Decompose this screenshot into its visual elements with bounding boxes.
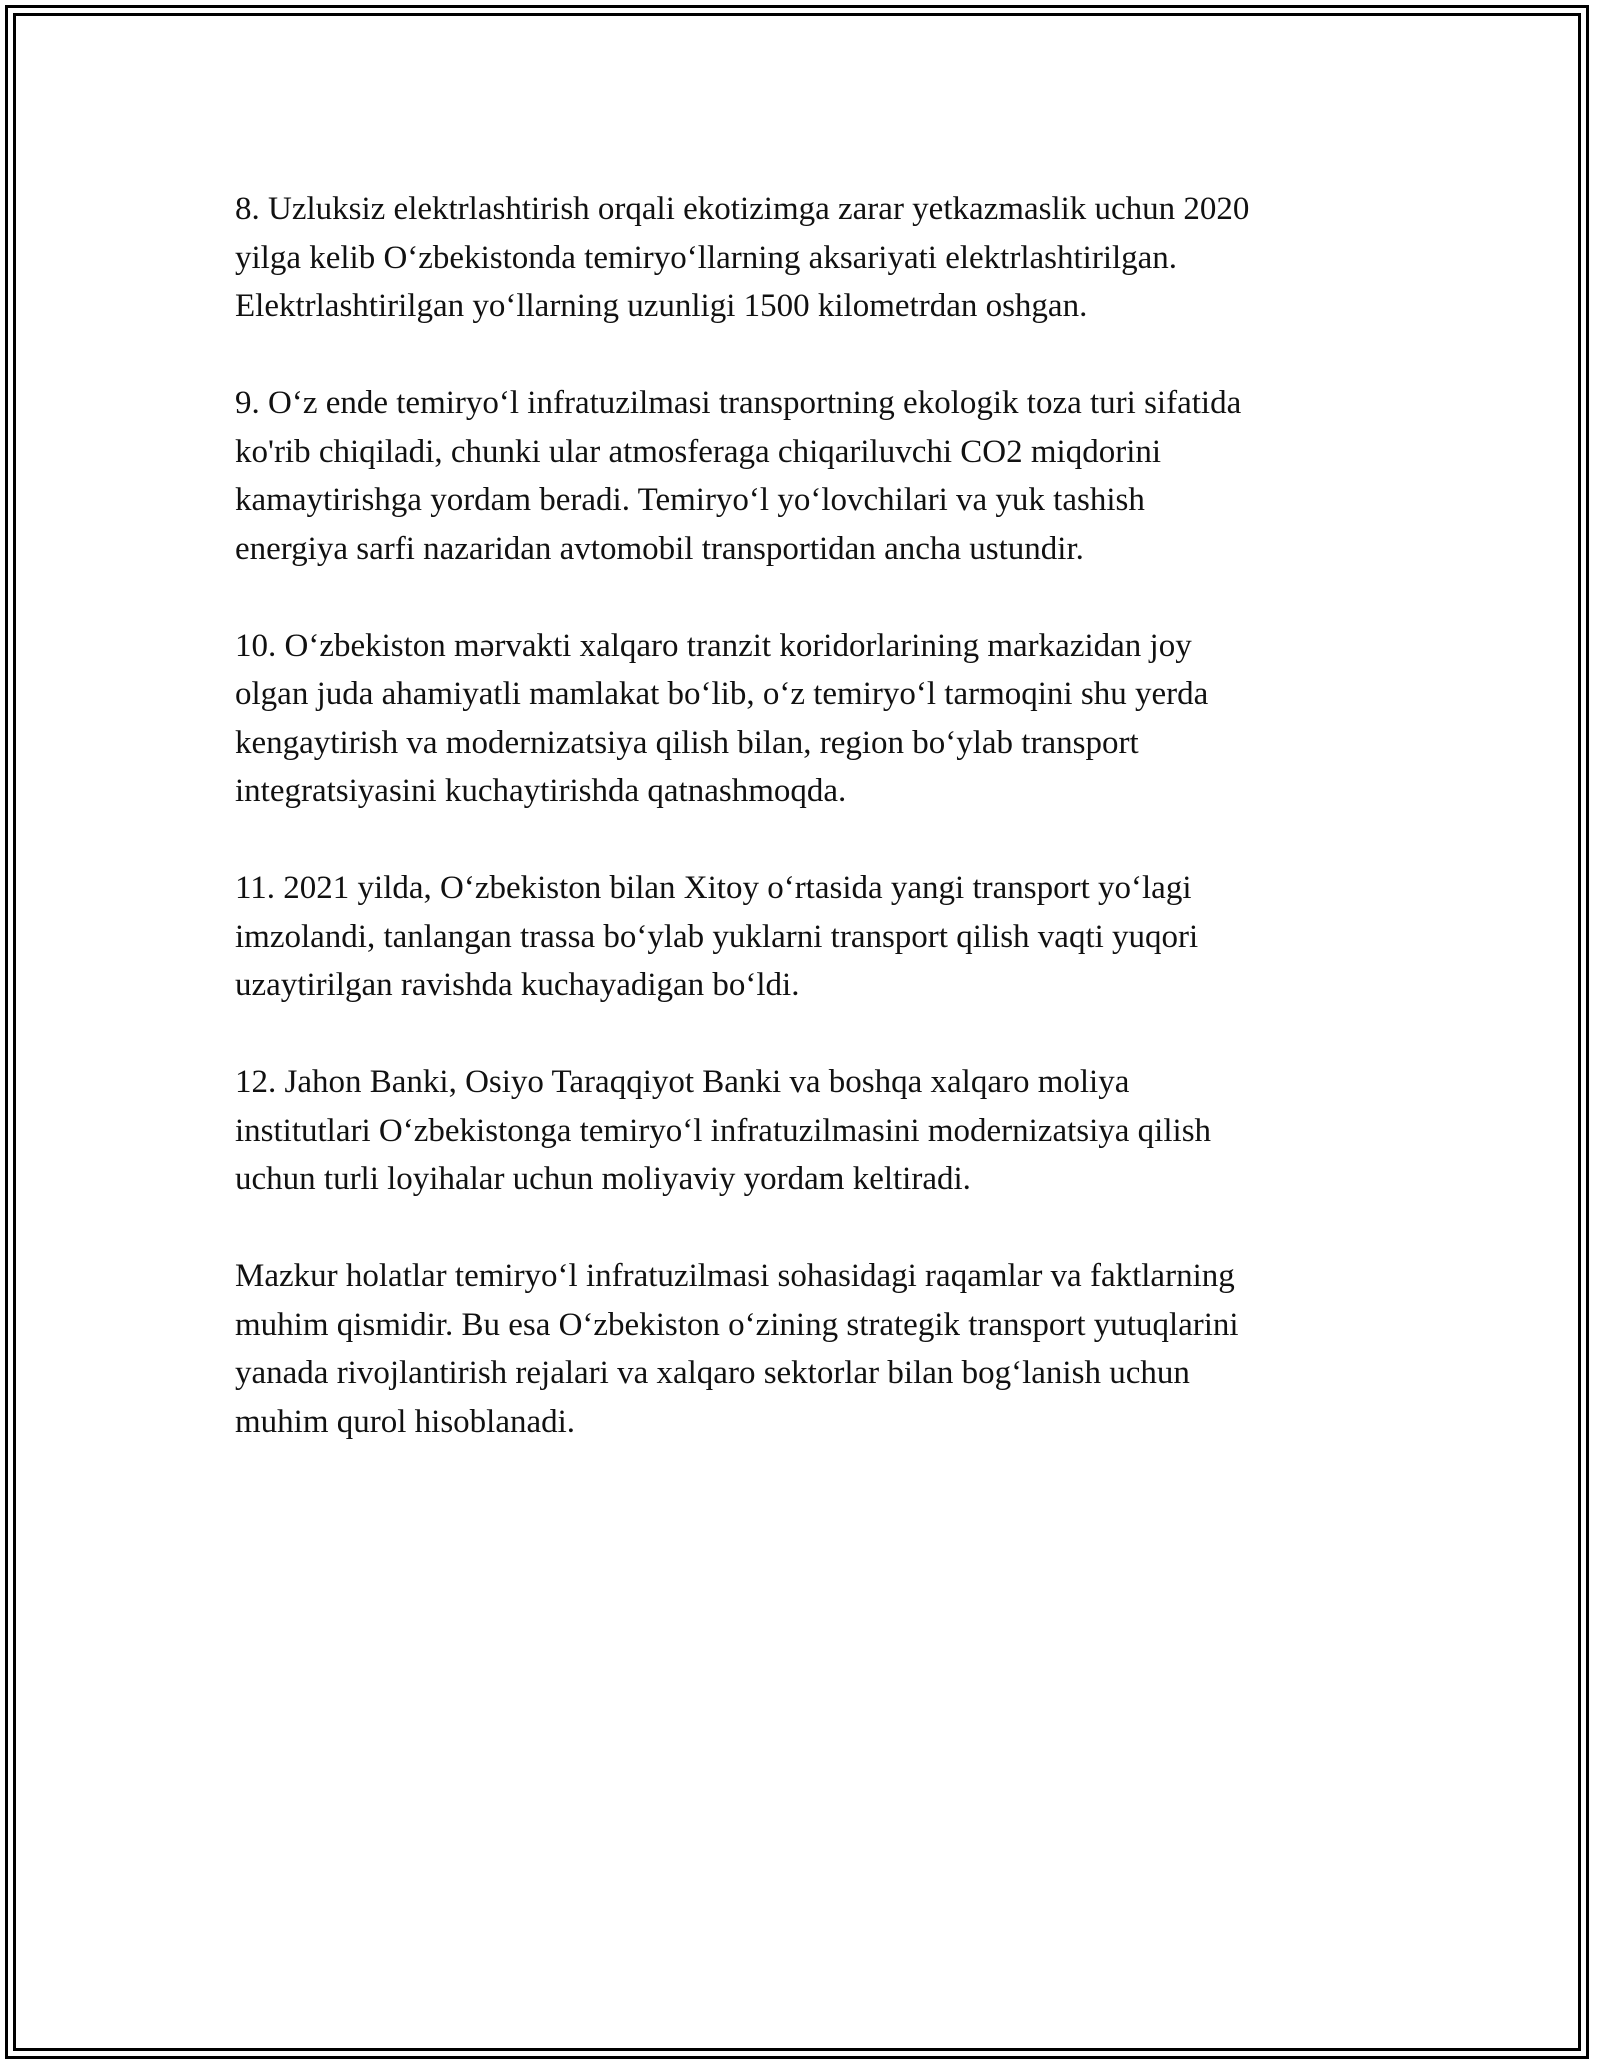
paragraph-8: 8. Uzluksiz elektrlashtirish orqali ekotizimga zarar yetkazmaslik uchun 2020 yilga kelib O‘zbekistonda temiryo‘llarning aksariyati elektrlashtirilgan. Elektrlashtirilgan yo‘llarning uzunligi 1500 kilometrdan oshgan. [235,191,1250,324]
paragraph-12: 12. Jahon Banki, Osiyo Taraqqiyot Banki va boshqa xalqaro moliya institutlari O‘zbekistonga temiryo‘l infratuzilmasini modernizatsiya qilish uchun turli loyihalar uchun moliyaviy yordam keltiradi. [235,1064,1212,1197]
paragraph-11: 11. 2021 yilda, O‘zbekiston bilan Xitoy o‘rtasida yangi transport yo‘lagi imzolandi, tanlangan trassa bo‘ylab yuklarni transport qilish vaqti yuqori uzaytirilgan ravishda kuchayadigan bo‘ldi. [235,870,1199,1003]
paragraph-9: 9. O‘z ende temiryo‘l infratuzilmasi transportning ekologik toza turi sifatida ko'rib chiqiladi, chunki ular atmosferaga chiqariluvchi CO2 miqdorini kamaytirishga yordam beradi. Temiryo‘l yo‘lovchilari va yuk tashish energiya sarfi nazaridan avtomobil transportidan ancha ustundir. [235,385,1242,567]
paragraph-10: 10. O‘zbekiston mərvakti xalqaro tranzit koridorlarining markazidan joy olgan juda ahamiyatli mamlakat bo‘lib, o‘z temiryo‘l tarmoqini shu yerda kengaytirish va modernizatsiya qilish bilan, region bo‘ylab transport integratsiyasini kuchaytirishda qatnashmoqda. [235,627,1209,809]
paragraph-conclusion: Mazkur holatlar temiryo‘l infratuzilmasi sohasidagi raqamlar va faktlarning muhim qismidir. Bu esa O‘zbekiston o‘zining strategik transport yutuqlarini yanada rivojlantirish rejalari va xalqaro sektorlar bilan bog‘lanish uchun muhim qurol hisoblanadi. [235,1258,1239,1440]
document-body [235,185,1395,1495]
